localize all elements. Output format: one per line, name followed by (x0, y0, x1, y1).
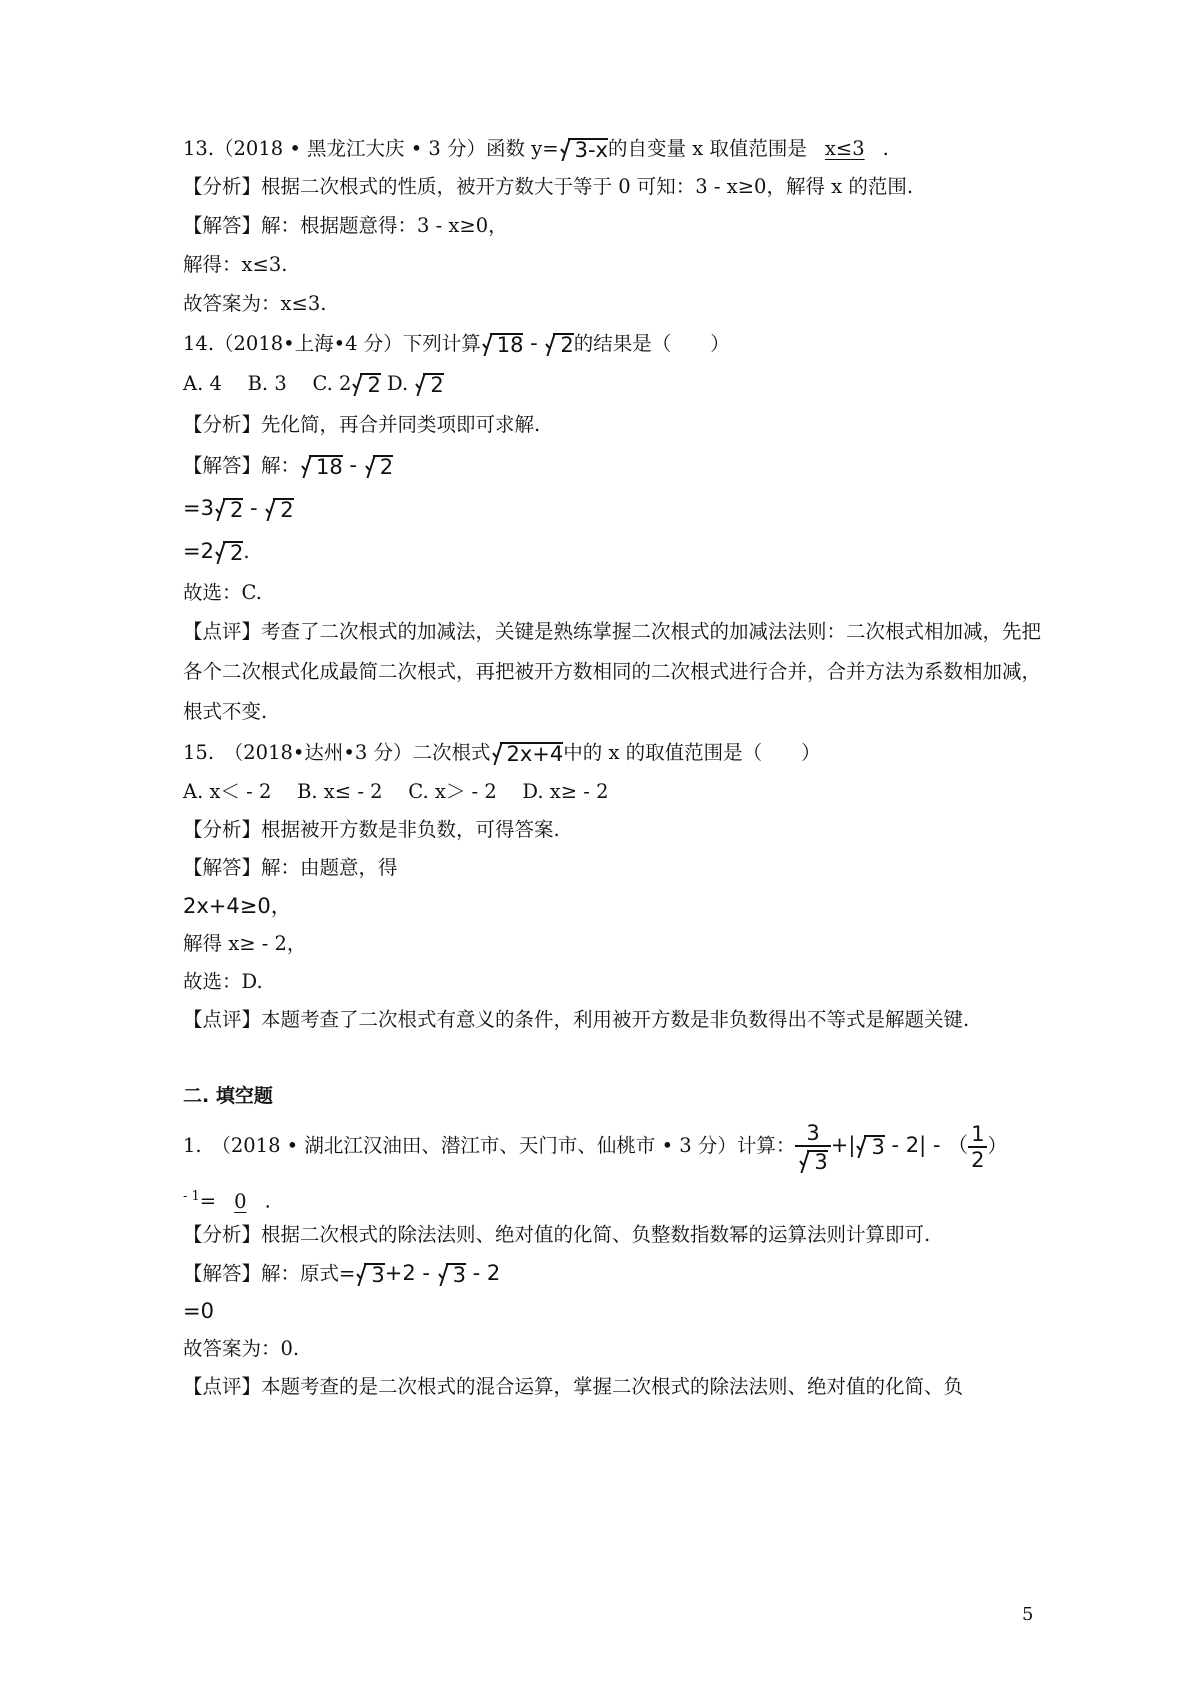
solution-mid: +2 - (384, 1261, 437, 1285)
q14-solution (183, 450, 1050, 481)
f1-end: . (264, 1189, 271, 1213)
fraction (795, 1121, 830, 1173)
q15-end: 中的 x 的取值范围是（ ） (563, 741, 821, 764)
sqrt-expression (357, 1260, 384, 1286)
sqrt-expression (216, 538, 243, 564)
q14-review: 【点评】考查了二次根式的加减法，关键是熟练掌握二次根式的加减法法则：二次根式相加减，先把各个二次根式化成最简二次根式，再把被开方数相同的二次根式进行合并，合并方法为系数相加减，根式不变. (183, 620, 1042, 723)
q13-solution-1: 【解答】解：根据题意得：3 - x≥0， (183, 214, 508, 237)
minus-sign: - (342, 453, 364, 477)
radicand: 3 (871, 1135, 885, 1159)
q14-prefix: 14.（2018•上海•4 分）下列计算 (183, 332, 481, 355)
radicand: 2 (229, 498, 244, 522)
q13-end: . (882, 137, 889, 160)
sqrt-expression (216, 495, 243, 521)
sqrt-expression (561, 135, 608, 161)
sqrt-expression (493, 739, 564, 765)
q14-question (183, 328, 1050, 359)
q15-solution-1: 【解答】解：由题意，得 (183, 856, 398, 879)
step-prefix: =3 (183, 496, 214, 520)
answer-blank: 0 (234, 1189, 247, 1213)
solution-label: 【解答】解：原式= (183, 1262, 356, 1285)
sqrt-expression (353, 370, 380, 396)
radicand: 3 (452, 1263, 466, 1287)
section-heading: 二. 填空题 (183, 1085, 273, 1107)
sqrt-expression (302, 452, 343, 478)
q14-analysis: 【分析】先化简，再合并同类项即可求解. (183, 413, 541, 436)
option-a: A. 4 (183, 372, 222, 395)
numerator: 3 (795, 1121, 830, 1147)
radicand: 2 (280, 498, 294, 522)
q15-solution-2: 2x+4≥0， (183, 894, 292, 918)
f1-solution (183, 1258, 1050, 1289)
radicand: 2 (379, 455, 394, 479)
sqrt-expression (483, 330, 524, 356)
solution-end: - 2 (465, 1261, 501, 1285)
f1-final: 故答案为：0. (183, 1337, 300, 1360)
radicand: 2 (229, 541, 244, 565)
radicand: 3 (371, 1263, 385, 1287)
f1-step: =0 (183, 1299, 214, 1323)
q15-choice: 故选：D. (183, 970, 263, 993)
sqrt-expression (857, 1132, 884, 1158)
option-c: C. 2 (312, 372, 352, 395)
f1-analysis: 【分析】根据二次根式的除法法则、绝对值的化简、负整数指数幂的运算法则计算即可. (183, 1223, 931, 1246)
radicand: 2 (367, 373, 381, 397)
q14-choice: 故选：C. (183, 581, 262, 604)
radicand: 2 (430, 373, 444, 397)
q15-prefix: 15. （2018•达州•3 分）二次根式 (183, 741, 491, 764)
q14-step-2 (183, 536, 1050, 567)
option-b: B. 3 (247, 372, 287, 395)
q15-solution-3: 解得 x≥ - 2， (183, 932, 307, 955)
radicand: 2x+4 (506, 742, 564, 766)
denominator: 2 (971, 1147, 985, 1172)
fraction (968, 1122, 987, 1172)
abs-open: +| (830, 1133, 856, 1157)
close-paren: ） (987, 1134, 1007, 1157)
minus-sign: - (243, 496, 265, 520)
q14-end: 的结果是（ ） (573, 332, 730, 355)
sqrt-expression (366, 452, 393, 478)
q13-analysis: 【分析】根据二次根式的性质，被开方数大于等于 0 可知：3 - x≥0，解得 x 的范围. (183, 175, 914, 198)
q15-review: 【点评】本题考查了二次根式有意义的条件，利用被开方数是非负数得出不等式是解题关键. (183, 1008, 970, 1031)
q13-solution-2: 解得：x≤3. (183, 253, 288, 276)
sqrt-expression (266, 495, 293, 521)
q15-options: A. x＜ - 2 B. x≤ - 2 C. x＞ - 2 D. x≥ - 2 (183, 780, 609, 803)
option-d: D. (387, 372, 409, 395)
q14-options (183, 369, 1050, 399)
q15-question (183, 738, 1050, 768)
page-number: 5 (1022, 1604, 1034, 1625)
q15-analysis: 【分析】根据被开方数是非负数，可得答案. (183, 818, 560, 841)
q13-question (183, 134, 1050, 164)
sqrt-expression (800, 1147, 827, 1173)
radicand: 18 (496, 333, 524, 357)
answer-blank: x≤3 (824, 137, 865, 160)
sqrt-expression (439, 1260, 466, 1286)
q13-solution-3: 故答案为：x≤3. (183, 292, 327, 315)
exponent: - 1 (183, 1189, 200, 1204)
denominator (795, 1147, 830, 1173)
radicand: 18 (316, 455, 343, 479)
step-prefix: =2 (183, 539, 214, 563)
step-end: . (243, 540, 250, 563)
f1-review: 【点评】本题考查的是二次根式的混合运算，掌握二次根式的除法法则、绝对值的化简、负 (183, 1375, 964, 1398)
f1-prefix: 1. （2018 • 湖北江汉油田、潜江市、天门市、仙桃市 • 3 分）计算： (183, 1134, 796, 1157)
f1-question (183, 1120, 1050, 1173)
q14-step-1 (183, 493, 1050, 524)
f1-answer-line (183, 1182, 1050, 1217)
solution-label: 【解答】解： (183, 454, 301, 477)
radicand: 3 (814, 1149, 828, 1174)
sqrt-expression (416, 370, 443, 396)
radicand: 2 (560, 333, 574, 357)
abs-close: - 2| - （ (884, 1133, 969, 1157)
q13-mid: 的自变量 x 取值范围是 (607, 137, 807, 160)
sqrt-expression (546, 330, 573, 356)
minus-sign: - (523, 331, 545, 355)
equals-sign: = (199, 1189, 217, 1213)
numerator: 1 (968, 1122, 987, 1148)
q13-prefix: 13.（2018 • 黑龙江大庆 • 3 分）函数 y= (183, 137, 559, 160)
radicand: 3-x (574, 138, 608, 162)
